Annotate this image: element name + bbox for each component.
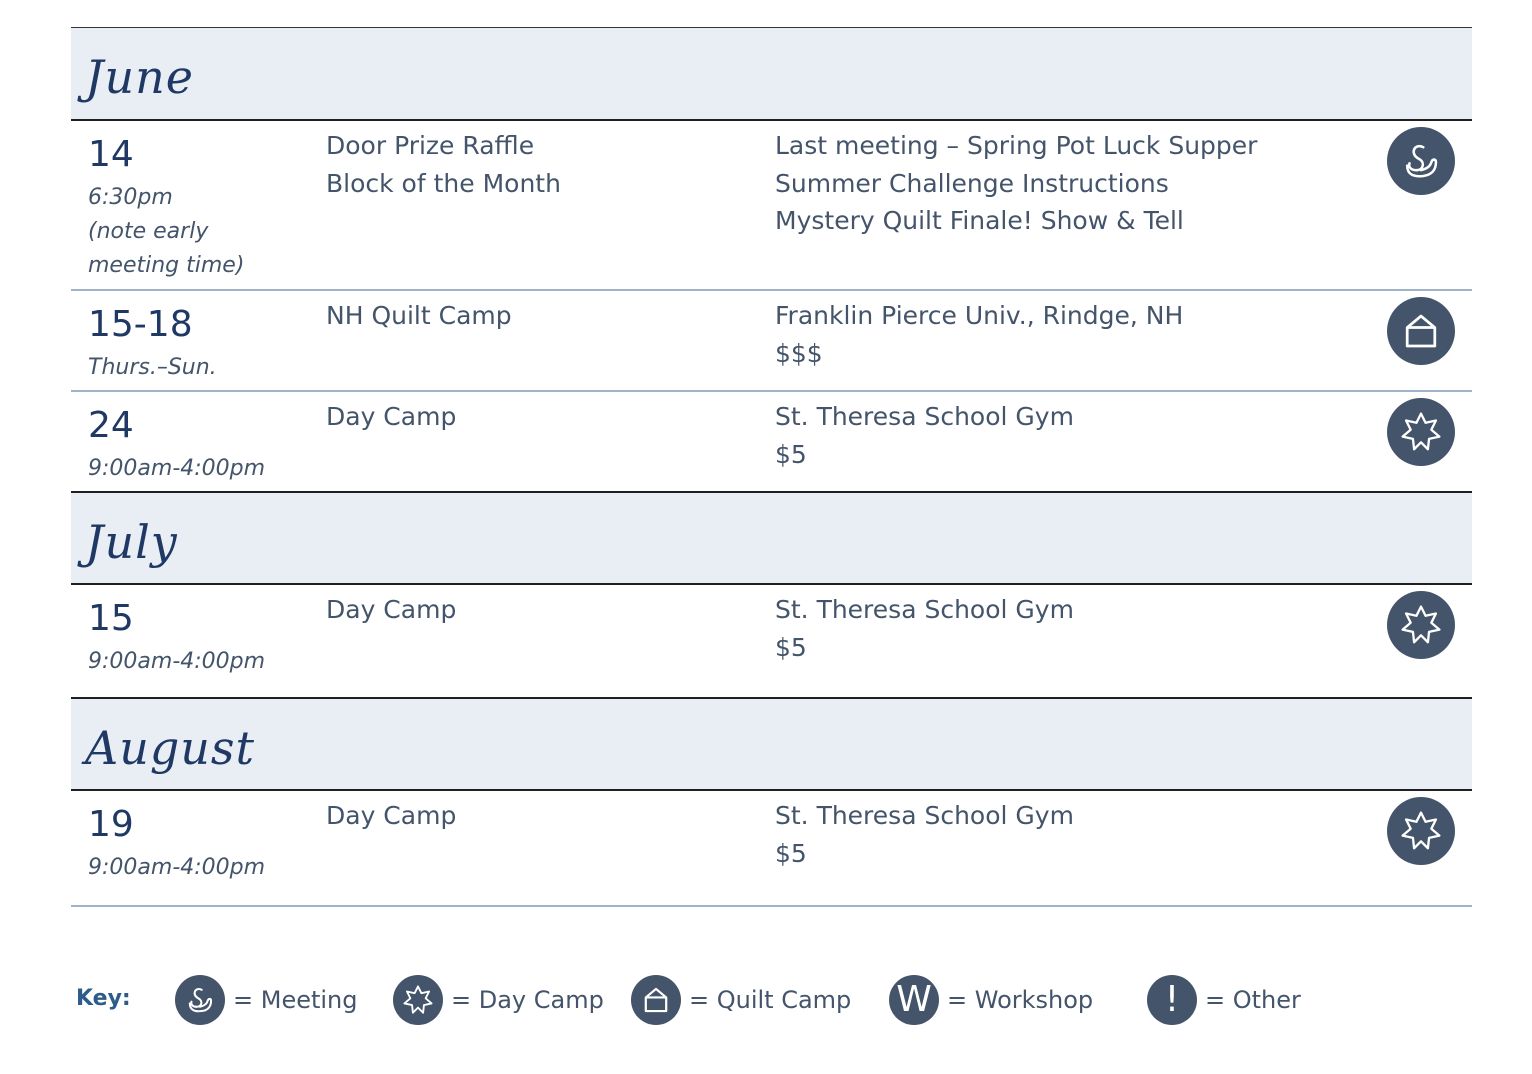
other-glyph: !	[1164, 979, 1180, 1020]
event-date: 15	[88, 598, 134, 639]
meeting-icon	[1387, 127, 1455, 195]
activity-line: Day Camp	[326, 402, 457, 431]
event-time-line: (note early	[88, 219, 209, 244]
details-line: Franklin Pierce Univ., Rindge, NH	[775, 301, 1184, 330]
event-activity	[326, 398, 456, 436]
details-line: $$$	[775, 338, 823, 368]
key-text: = Day Camp	[451, 986, 604, 1014]
legend-key	[76, 972, 1376, 1028]
event-activity	[326, 297, 512, 335]
activity-line: Day Camp	[326, 595, 457, 624]
event-row	[71, 291, 1472, 392]
event-activity	[326, 797, 456, 835]
quilt-camp-icon	[631, 975, 681, 1025]
activity-line: Door Prize Raffle	[326, 131, 535, 160]
event-details	[775, 398, 1074, 473]
event-time-line: 9:00am-4:00pm	[88, 649, 266, 674]
key-text: = Other	[1205, 986, 1301, 1014]
event-time	[88, 181, 244, 283]
month-header-august	[71, 699, 1472, 791]
activity-line: Day Camp	[326, 801, 457, 830]
key-text: = Workshop	[947, 986, 1094, 1014]
other-icon	[1147, 975, 1197, 1025]
key-text: = Meeting	[233, 986, 358, 1014]
event-details	[775, 127, 1257, 240]
key-text: = Quilt Camp	[689, 986, 852, 1014]
meeting-icon	[175, 975, 225, 1025]
details-line: $5	[775, 632, 807, 662]
event-row	[71, 392, 1472, 493]
details-line: St. Theresa School Gym	[775, 402, 1074, 431]
details-line: $5	[775, 439, 807, 469]
activity-line: Block of the Month	[326, 168, 561, 198]
event-date: 14	[88, 134, 134, 175]
event-row	[71, 791, 1472, 907]
event-time-line: Thurs.–Sun.	[88, 355, 217, 380]
quilt-camp-icon	[1387, 297, 1455, 365]
event-activity	[326, 591, 456, 629]
day-camp-icon	[1387, 398, 1455, 466]
details-line: Last meeting – Spring Pot Luck Supper	[775, 131, 1258, 160]
event-time-line: 6:30pm	[88, 185, 173, 210]
event-details	[775, 797, 1074, 872]
activity-line: NH Quilt Camp	[326, 301, 512, 330]
event-details	[775, 297, 1183, 372]
event-time-line: 9:00am-4:00pm	[88, 855, 266, 880]
details-line: $5	[775, 838, 807, 868]
month-name: June	[85, 50, 194, 104]
month-name: August	[85, 721, 256, 775]
event-details	[775, 591, 1074, 666]
event-time-line: 9:00am-4:00pm	[88, 456, 266, 481]
day-camp-icon	[1387, 591, 1455, 659]
workshop-glyph: W	[896, 979, 932, 1020]
key-item-workshop	[889, 975, 1093, 1025]
key-item-other	[1147, 975, 1301, 1025]
month-header-june	[71, 28, 1472, 121]
details-line: Mystery Quilt Finale! Show & Tell	[775, 206, 1184, 235]
key-label: Key:	[76, 986, 131, 1011]
event-time-line: meeting time)	[88, 253, 245, 278]
event-date: 15-18	[88, 304, 193, 345]
details-line: Summer Challenge Instructions	[775, 168, 1169, 198]
event-activity	[326, 127, 561, 202]
key-item-day-camp	[393, 975, 604, 1025]
event-row	[71, 121, 1472, 291]
key-item-quilt-camp	[631, 975, 851, 1025]
event-time	[88, 452, 265, 486]
event-date: 24	[88, 405, 134, 446]
event-time	[88, 645, 265, 679]
event-date: 19	[88, 804, 134, 845]
details-line: St. Theresa School Gym	[775, 801, 1074, 830]
event-time	[88, 351, 217, 385]
event-row	[71, 585, 1472, 699]
month-name: July	[85, 515, 178, 569]
day-camp-icon	[1387, 797, 1455, 865]
key-item-meeting	[175, 975, 358, 1025]
month-header-july	[71, 493, 1472, 585]
event-time	[88, 851, 265, 885]
schedule-table	[71, 27, 1472, 907]
workshop-icon	[889, 975, 939, 1025]
day-camp-icon	[393, 975, 443, 1025]
details-line: St. Theresa School Gym	[775, 595, 1074, 624]
